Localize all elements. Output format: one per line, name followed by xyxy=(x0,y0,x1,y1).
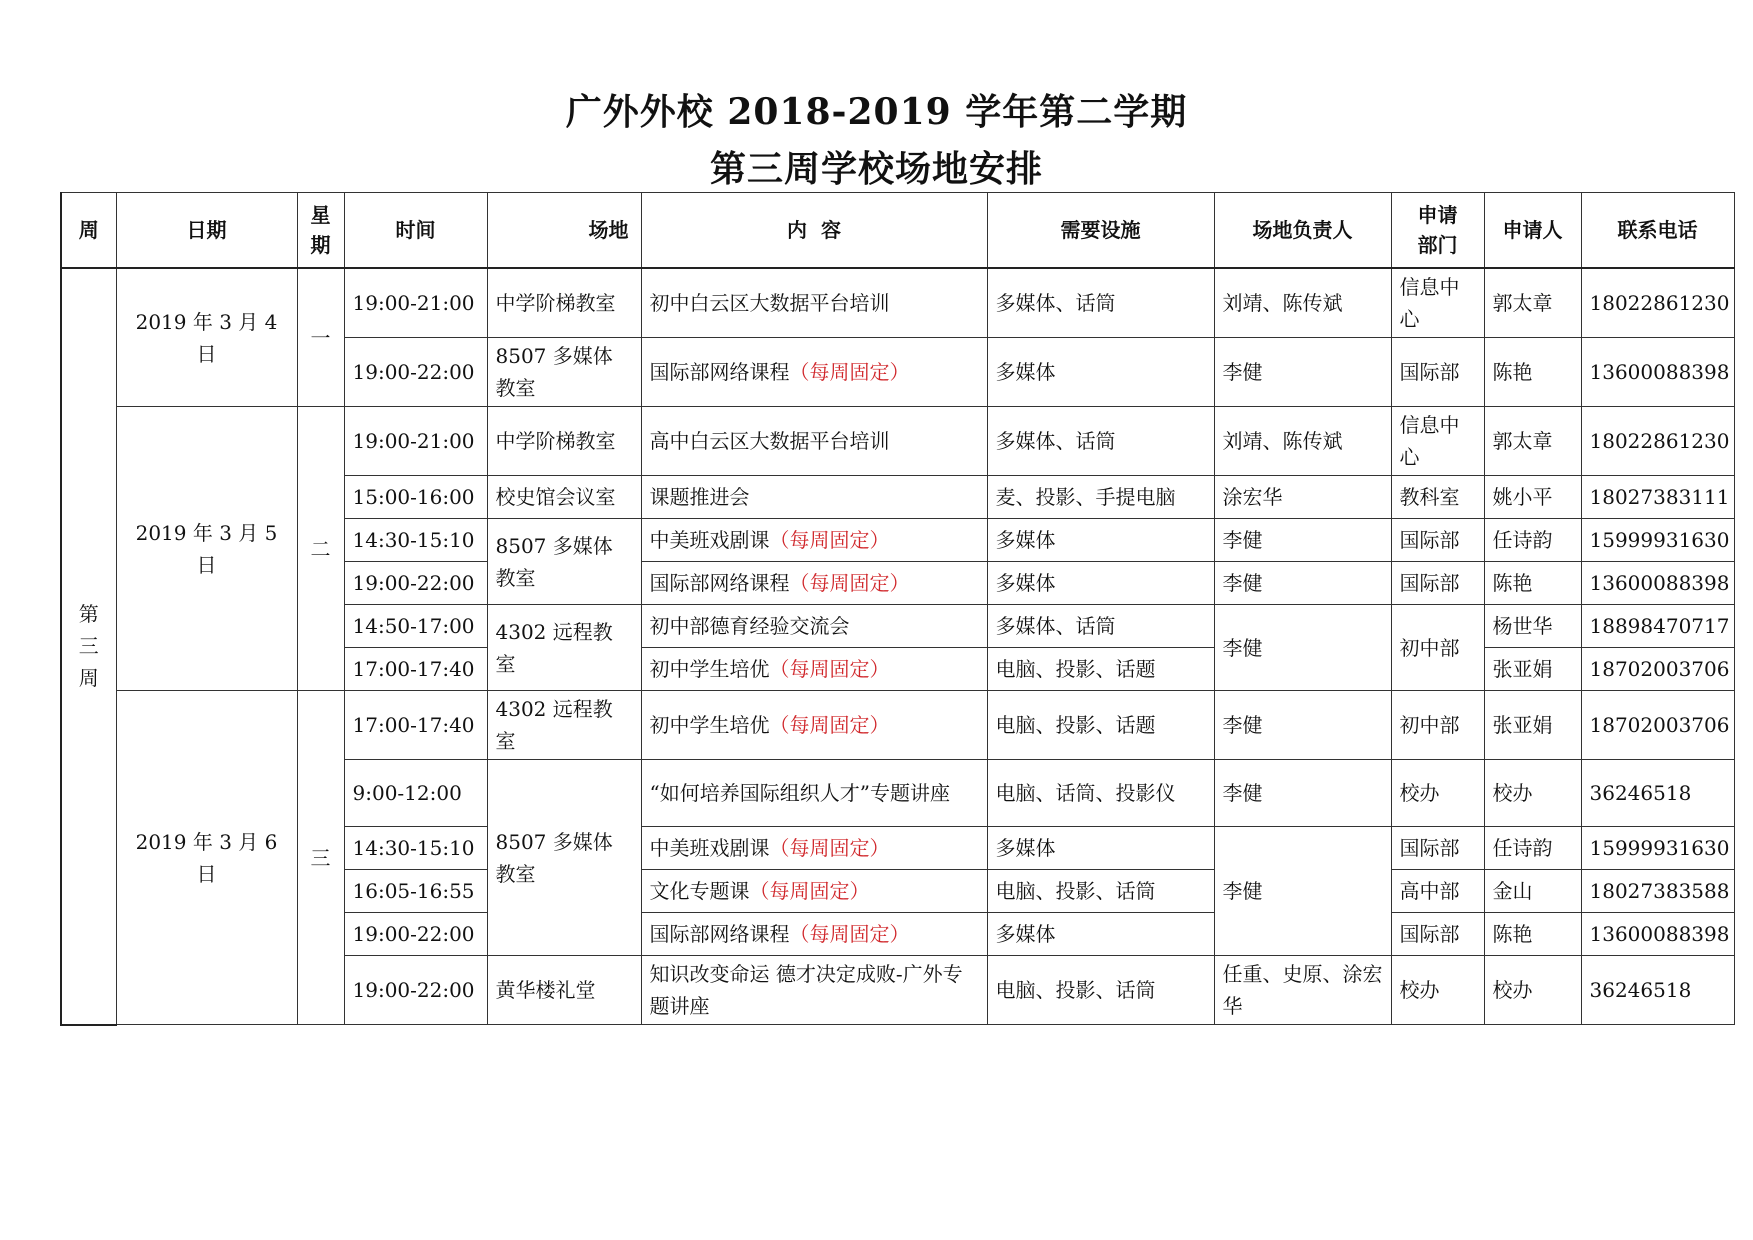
phone-cell: 18898470717 xyxy=(1581,605,1734,648)
time-cell: 19:00-22:00 xyxy=(344,956,487,1025)
manager-cell: 李健 xyxy=(1214,605,1391,691)
content-cell xyxy=(641,648,987,691)
content-text: 中美班戏剧课 xyxy=(649,528,770,552)
dept-cell: 校办 xyxy=(1391,760,1484,827)
applicant-cell: 陈艳 xyxy=(1484,913,1581,956)
content-cell: 知识改变命运 德才决定成败-广外专题讲座 xyxy=(641,956,987,1025)
phone-cell: 18022861230 xyxy=(1581,268,1734,338)
dept-cell: 信息中心 xyxy=(1391,268,1484,338)
applicant-cell: 杨世华 xyxy=(1484,605,1581,648)
manager-cell: 李健 xyxy=(1214,760,1391,827)
facilities-cell: 电脑、投影、话题 xyxy=(987,691,1214,760)
facilities-cell: 电脑、话筒、投影仪 xyxy=(987,760,1214,827)
header-time: 时间 xyxy=(344,193,487,269)
time-cell: 17:00-17:40 xyxy=(344,648,487,691)
time-cell: 19:00-22:00 xyxy=(344,913,487,956)
dept-cell: 国际部 xyxy=(1391,519,1484,562)
content-cell xyxy=(641,562,987,605)
venue-cell: 8507 多媒体教室 xyxy=(487,760,641,956)
time-cell: 14:30-15:10 xyxy=(344,519,487,562)
phone-cell: 18027383111 xyxy=(1581,476,1734,519)
header-phone: 联系电话 xyxy=(1581,193,1734,269)
dept-cell: 国际部 xyxy=(1391,913,1484,956)
header-week: 周 xyxy=(61,193,116,269)
header-content: 内 容 xyxy=(641,193,987,269)
applicant-cell: 郭太章 xyxy=(1484,268,1581,338)
phone-cell: 18027383588 xyxy=(1581,870,1734,913)
week-cell: 第三周 xyxy=(61,268,116,1025)
facilities-cell: 多媒体、话筒 xyxy=(987,407,1214,476)
time-cell: 17:00-17:40 xyxy=(344,691,487,760)
time-cell: 19:00-21:00 xyxy=(344,268,487,338)
content-cell: 课题推进会 xyxy=(641,476,987,519)
facilities-cell: 多媒体 xyxy=(987,562,1214,605)
content-text: 国际部网络课程 xyxy=(649,360,790,384)
content-cell xyxy=(641,691,987,760)
dept-cell: 国际部 xyxy=(1391,827,1484,870)
content-cell xyxy=(641,913,987,956)
manager-cell: 刘靖、陈传斌 xyxy=(1214,407,1391,476)
applicant-cell: 校办 xyxy=(1484,760,1581,827)
content-text: 文化专题课 xyxy=(649,879,750,903)
date-cell: 2019 年 3 月 4 日 xyxy=(116,268,297,407)
fixed-tag: （每周固定） xyxy=(789,571,910,595)
fixed-tag: （每周固定） xyxy=(789,922,910,946)
content-text: 国际部网络课程 xyxy=(649,571,790,595)
facilities-cell: 多媒体 xyxy=(987,338,1214,407)
header-dept: 申请部门 xyxy=(1391,193,1484,269)
time-cell: 19:00-22:00 xyxy=(344,562,487,605)
manager-cell: 李健 xyxy=(1214,562,1391,605)
header-facilities: 需要设施 xyxy=(987,193,1214,269)
time-cell: 15:00-16:00 xyxy=(344,476,487,519)
content-text: 国际部网络课程 xyxy=(649,922,790,946)
time-cell: 16:05-16:55 xyxy=(344,870,487,913)
applicant-cell: 陈艳 xyxy=(1484,562,1581,605)
header-manager: 场地负责人 xyxy=(1214,193,1391,269)
content-cell: “如何培养国际组织人才”专题讲座 xyxy=(641,760,987,827)
content-text: 初中学生培优 xyxy=(649,657,770,681)
time-cell: 19:00-21:00 xyxy=(344,407,487,476)
applicant-cell: 郭太章 xyxy=(1484,407,1581,476)
facilities-cell: 电脑、投影、话筒 xyxy=(987,870,1214,913)
header-venue: 场地 xyxy=(487,193,641,269)
phone-cell: 15999931630 xyxy=(1581,519,1734,562)
fixed-tag: （每周固定） xyxy=(769,657,890,681)
page-title: 广外外校 2018-2019 学年第二学期 xyxy=(565,91,1188,133)
content-text: 初中学生培优 xyxy=(649,713,770,737)
manager-cell: 任重、史原、涂宏华 xyxy=(1214,956,1391,1025)
weekday-cell: 三 xyxy=(297,691,344,1025)
phone-cell: 36246518 xyxy=(1581,760,1734,827)
table-row xyxy=(61,268,1734,338)
applicant-cell: 金山 xyxy=(1484,870,1581,913)
fixed-tag: （每周固定） xyxy=(749,879,870,903)
dept-cell: 校办 xyxy=(1391,956,1484,1025)
phone-cell: 13600088398 xyxy=(1581,562,1734,605)
time-cell: 14:50-17:00 xyxy=(344,605,487,648)
venue-cell: 中学阶梯教室 xyxy=(487,407,641,476)
venue-cell: 中学阶梯教室 xyxy=(487,268,641,338)
venue-cell: 4302 远程教室 xyxy=(487,605,641,691)
phone-cell: 18022861230 xyxy=(1581,407,1734,476)
content-cell: 初中部德育经验交流会 xyxy=(641,605,987,648)
venue-cell: 8507 多媒体教室 xyxy=(487,519,641,605)
manager-cell: 李健 xyxy=(1214,691,1391,760)
applicant-cell: 陈艳 xyxy=(1484,338,1581,407)
page-subtitle: 第三周学校场地安排 xyxy=(709,148,1043,190)
venue-cell: 8507 多媒体教室 xyxy=(487,338,641,407)
venue-schedule-table xyxy=(60,192,1735,1026)
facilities-cell: 多媒体 xyxy=(987,913,1214,956)
phone-cell: 18702003706 xyxy=(1581,691,1734,760)
phone-cell: 18702003706 xyxy=(1581,648,1734,691)
facilities-cell: 多媒体、话筒 xyxy=(987,268,1214,338)
fixed-tag: （每周固定） xyxy=(789,360,910,384)
table-row xyxy=(61,407,1734,476)
phone-cell: 15999931630 xyxy=(1581,827,1734,870)
manager-cell: 刘靖、陈传斌 xyxy=(1214,268,1391,338)
facilities-cell: 多媒体、话筒 xyxy=(987,605,1214,648)
applicant-cell: 姚小平 xyxy=(1484,476,1581,519)
content-cell xyxy=(641,870,987,913)
fixed-tag: （每周固定） xyxy=(769,713,890,737)
dept-cell: 信息中心 xyxy=(1391,407,1484,476)
dept-cell: 初中部 xyxy=(1391,691,1484,760)
facilities-cell: 电脑、投影、话题 xyxy=(987,648,1214,691)
content-cell: 初中白云区大数据平台培训 xyxy=(641,268,987,338)
venue-cell: 校史馆会议室 xyxy=(487,476,641,519)
content-cell xyxy=(641,827,987,870)
manager-cell: 李健 xyxy=(1214,519,1391,562)
time-cell: 14:30-15:10 xyxy=(344,827,487,870)
weekday-cell: 一 xyxy=(297,268,344,407)
date-cell: 2019 年 3 月 6 日 xyxy=(116,691,297,1025)
applicant-cell: 张亚娟 xyxy=(1484,648,1581,691)
manager-cell: 李健 xyxy=(1214,338,1391,407)
applicant-cell: 张亚娟 xyxy=(1484,691,1581,760)
content-text: 中美班戏剧课 xyxy=(649,836,770,860)
fixed-tag: （每周固定） xyxy=(769,528,890,552)
facilities-cell: 麦、投影、手提电脑 xyxy=(987,476,1214,519)
time-cell: 9:00-12:00 xyxy=(344,760,487,827)
phone-cell: 36246518 xyxy=(1581,956,1734,1025)
weekday-cell: 二 xyxy=(297,407,344,691)
phone-cell: 13600088398 xyxy=(1581,913,1734,956)
applicant-cell: 任诗韵 xyxy=(1484,519,1581,562)
fixed-tag: （每周固定） xyxy=(769,836,890,860)
manager-cell: 李健 xyxy=(1214,827,1391,956)
venue-cell: 黄华楼礼堂 xyxy=(487,956,641,1025)
date-cell: 2019 年 3 月 5 日 xyxy=(116,407,297,691)
phone-cell: 13600088398 xyxy=(1581,338,1734,407)
dept-cell: 国际部 xyxy=(1391,562,1484,605)
dept-cell: 国际部 xyxy=(1391,338,1484,407)
table-row xyxy=(61,691,1734,760)
header-applicant: 申请人 xyxy=(1484,193,1581,269)
dept-cell: 初中部 xyxy=(1391,605,1484,691)
facilities-cell: 多媒体 xyxy=(987,519,1214,562)
venue-cell: 4302 远程教室 xyxy=(487,691,641,760)
facilities-cell: 电脑、投影、话筒 xyxy=(987,956,1214,1025)
header-row xyxy=(61,193,1734,269)
header-date: 日期 xyxy=(116,193,297,269)
content-cell: 高中白云区大数据平台培训 xyxy=(641,407,987,476)
dept-cell: 教科室 xyxy=(1391,476,1484,519)
header-weekday: 星期 xyxy=(297,193,344,269)
facilities-cell: 多媒体 xyxy=(987,827,1214,870)
time-cell: 19:00-22:00 xyxy=(344,338,487,407)
applicant-cell: 校办 xyxy=(1484,956,1581,1025)
applicant-cell: 任诗韵 xyxy=(1484,827,1581,870)
dept-cell: 高中部 xyxy=(1391,870,1484,913)
content-cell xyxy=(641,519,987,562)
content-cell xyxy=(641,338,987,407)
manager-cell: 涂宏华 xyxy=(1214,476,1391,519)
